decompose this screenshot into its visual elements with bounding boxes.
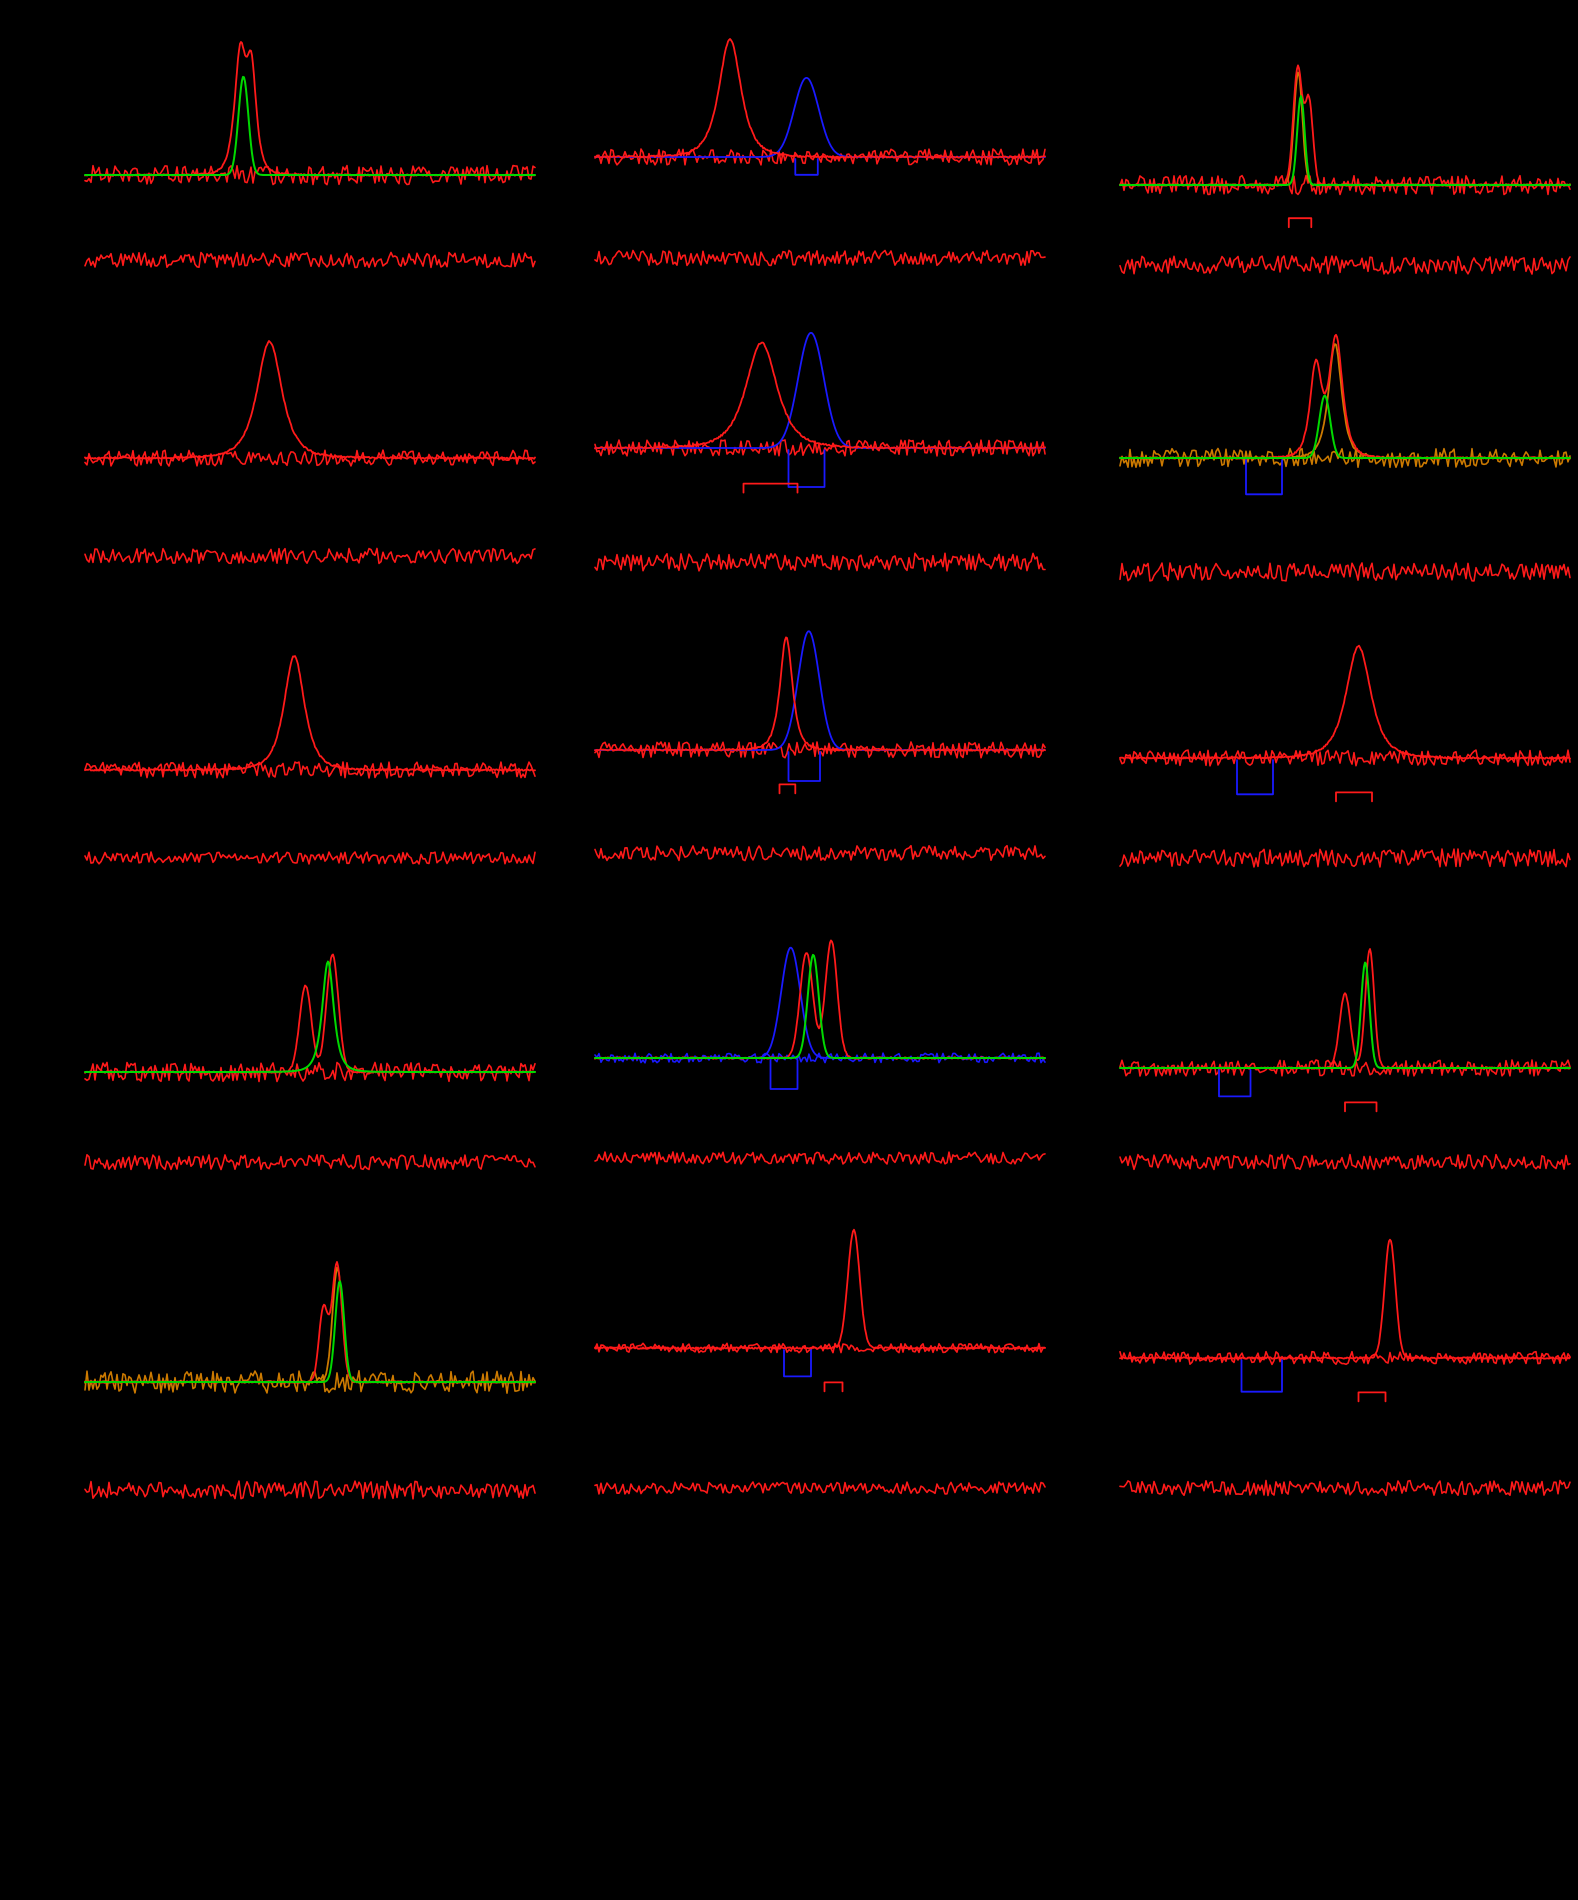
integral-box-marker [1242, 1360, 1283, 1392]
range-bracket-marker [1359, 1392, 1386, 1401]
series-red-peak [1120, 1240, 1570, 1359]
residual-trace [1120, 1481, 1570, 1496]
